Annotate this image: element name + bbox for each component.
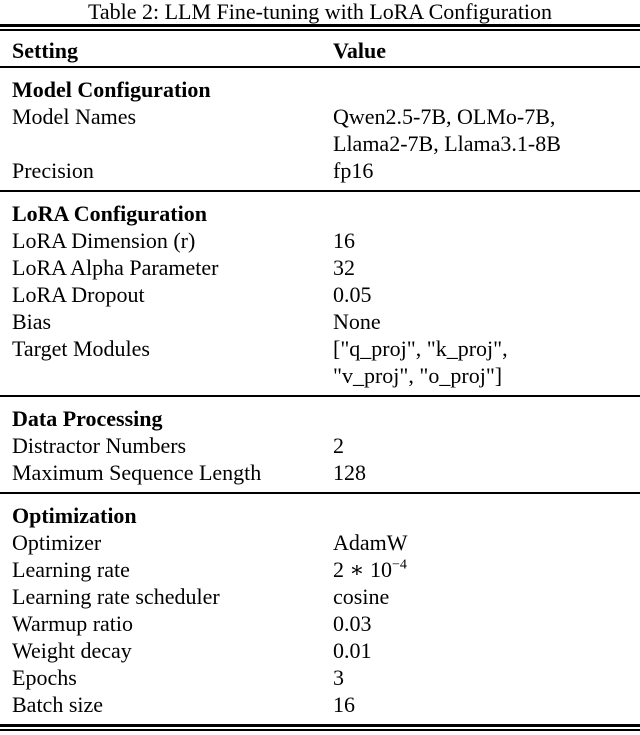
section-header: LoRA Configuration [12,201,207,226]
column-header-value: Value [333,38,386,63]
value-cell [333,459,640,486]
value-cell [333,308,640,335]
value-line: AdamW [333,530,408,555]
table-body [0,68,640,724]
table-section [0,192,640,395]
setting-cell: Target Modules [12,336,150,361]
table-row [12,227,640,254]
value-cell [333,664,640,691]
table-row [12,254,640,281]
table-row [12,459,640,486]
setting-cell: Precision [12,158,94,183]
table-section [0,397,640,492]
setting-cell: LoRA Dimension (r) [12,228,196,253]
table-row [12,335,640,389]
table-row [12,432,640,459]
value-line: Qwen2.5-7B, OLMo-7B, [333,104,556,129]
column-header-row [0,31,640,66]
value-cell [333,281,640,308]
value-line: 0.05 [333,282,372,307]
bottom-rule-thin-line [0,729,640,731]
section-header: Data Processing [12,406,163,431]
value-cell [333,637,640,664]
value-line: 128 [333,460,366,485]
bottom-rule-thick-line [0,724,640,727]
setting-cell: Maximum Sequence Length [12,460,262,485]
value-cell [333,610,640,637]
table-row [12,157,640,184]
table-row [12,529,640,556]
value-cell [333,556,640,583]
setting-cell: LoRA Dropout [12,282,145,307]
setting-cell: Learning rate scheduler [12,584,220,609]
value-line: 0.01 [333,638,372,663]
value-line: None [333,309,381,334]
table-row [12,583,640,610]
table-section [0,494,640,724]
table-section [0,68,640,190]
value-line: 0.03 [333,611,372,636]
value-cell [333,432,640,459]
setting-cell: Epochs [12,665,77,690]
table-row [12,103,640,157]
value-line: ["q_proj", "k_proj", [333,336,508,361]
setting-cell: LoRA Alpha Parameter [12,255,219,280]
value-line: 16 [333,228,355,253]
top-rule [0,24,640,31]
exponent: −4 [391,556,407,573]
value-cell [333,691,640,718]
setting-cell: Bias [12,309,52,334]
value-cell [333,583,640,610]
value-line: cosine [333,584,390,609]
table-row [12,610,640,637]
value-line: 2 ∗ $10^{-4}$ [333,556,407,582]
setting-cell: Weight decay [12,638,132,663]
setting-cell: Distractor Numbers [12,433,187,458]
value-line: 3 [333,665,344,690]
table-row [12,664,640,691]
setting-cell: Optimizer [12,530,102,555]
table-row [12,308,640,335]
top-rule-thick-line [0,24,640,27]
value-cell [333,227,640,254]
setting-cell: Learning rate [12,557,130,582]
setting-cell: Batch size [12,692,104,717]
setting-cell: Warmup ratio [12,611,134,636]
value-cell [333,157,640,184]
table-row [12,691,640,718]
value-cell [333,335,640,389]
table-row [12,556,640,583]
value-line: fp16 [333,158,374,183]
value-line: 2 [333,433,344,458]
value-cell [333,254,640,281]
column-header-setting: Setting [12,38,78,63]
value-line: "v_proj", "o_proj"] [333,363,503,388]
table-caption: Table 2: LLM Fine-tuning with LoRA Configuration [87,0,553,24]
value-cell [333,103,640,157]
setting-cell: Model Names [12,104,137,129]
table-row [12,637,640,664]
value-line: Llama2-7B, Llama3.1-8B [333,131,561,156]
section-header: Optimization [12,503,137,528]
value-line: 32 [333,255,355,280]
value-cell [333,529,640,556]
value-line: 16 [333,692,355,717]
table-row [12,281,640,308]
section-header: Model Configuration [12,77,211,102]
bottom-rule [0,724,640,731]
